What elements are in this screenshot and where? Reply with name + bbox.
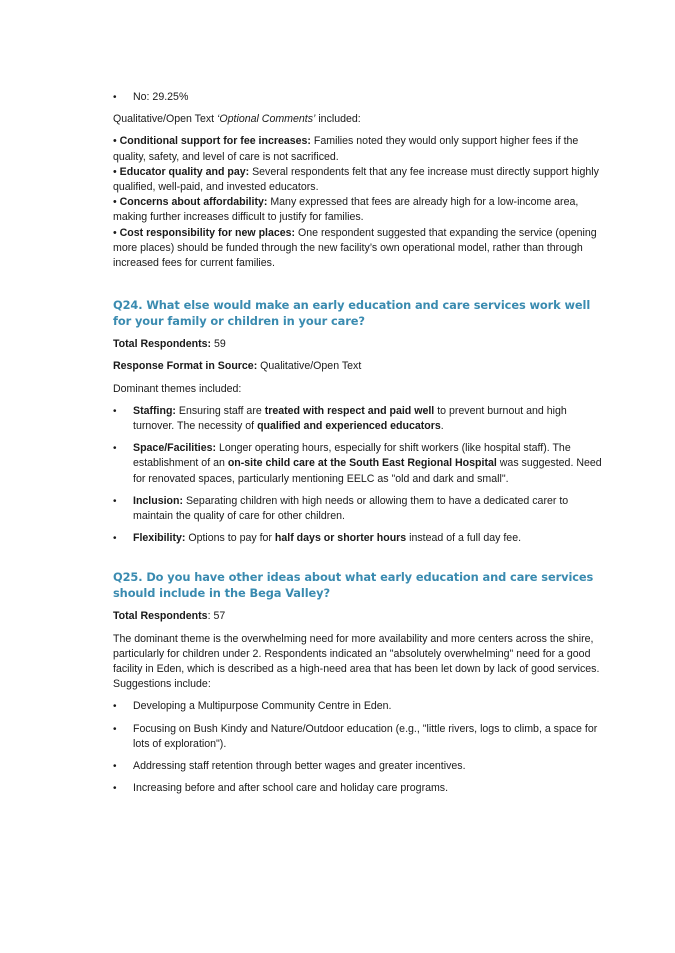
list-item: • Inclusion: Separating children with high needs or allowing them to have a dedicated carer to maintain the quality of care for other children. [113, 494, 603, 524]
comment-paragraph: • Concerns about affordability: Many expressed that fees are already high for a low-income area, making further increases difficult to justify for families. [113, 196, 579, 224]
q25-summary: The dominant theme is the overwhelming need for more availability and more centers across the shire, particularly for children under 2. Respondents indicated an "absolutely overwhelming" need for a good facility in Eden, which is described as a high-need area that has been let down by lack of good services. Suggestions include: [113, 632, 600, 691]
q24-format: Response Format in Source: Qualitative/Open Text [113, 360, 362, 373]
list-item: • Staffing: Ensuring staff are treated with respect and paid well to prevent burnout and high turnover. The necessity of qualified and experienced educators. [113, 404, 603, 434]
bullet-icon: • [113, 783, 117, 795]
list-item: • Addressing staff retention through better wages and greater incentives. [113, 759, 603, 774]
bullet-icon: • [113, 533, 117, 545]
comment-paragraph: • Educator quality and pay: Several respondents felt that any fee increase must directly support highly qualified, well-paid, and invested educators. [113, 165, 599, 194]
q25-heading: Q25. Do you have other ideas about what early education and care services should include in the Bega Valley? [113, 570, 594, 601]
no-percentage: No: 29.25% [133, 91, 189, 103]
list-item: • Focusing on Bush Kindy and Nature/Outdoor education (e.g., "little rivers, logs to climb, a space for lots of exploration"). [113, 722, 603, 752]
bullet-icon: • [113, 723, 117, 735]
list-item: • Developing a Multipurpose Community Centre in Eden. [113, 699, 603, 714]
list-item [113, 90, 603, 105]
bullet-icon: • [113, 495, 117, 507]
comment-paragraph: • Conditional support for fee increases: Families noted they would only support higher fees if the quality, safety, and level of care is not sacrificed. [113, 135, 579, 163]
bullet-icon: • [113, 443, 117, 455]
bullet-icon: • [113, 92, 117, 103]
q25-total: Total Respondents: 57 [113, 610, 226, 623]
q24-themes-intro: Dominant themes included: [113, 382, 242, 395]
list-item: • Flexibility: Options to pay for half days or shorter hours instead of a full day fee. [113, 531, 603, 546]
q24-heading: Q24. What else would make an early education and care services work well for your family or children in your care? [113, 298, 591, 329]
bullet-icon: • [113, 701, 117, 713]
document-page [113, 90, 603, 804]
list-item: • Increasing before and after school care and holiday care programs. [113, 781, 603, 796]
q25-suggestions-list [113, 699, 603, 796]
q24-total: Total Respondents: 59 [113, 338, 226, 351]
q24-themes-list [113, 404, 603, 547]
qualitative-intro: Qualitative/Open Text ‘Optional Comments’ included: [113, 113, 361, 126]
bullet-icon: • [113, 761, 117, 773]
comment-paragraph: • Cost responsibility for new places: One respondent suggested that expanding the service (opening more places) should be funded through the new facility’s own operational model, rather than through increased fees for current families. [113, 226, 597, 270]
list-item: • Space/Facilities: Longer operating hours, especially for shift workers (like hospital staff). The establishment of an on-site child care at the South East Regional Hospital was suggested. Need for renovated spaces, particularly mentioning EELC as "old and dark and small". [113, 441, 603, 487]
bullet-icon: • [113, 405, 117, 417]
